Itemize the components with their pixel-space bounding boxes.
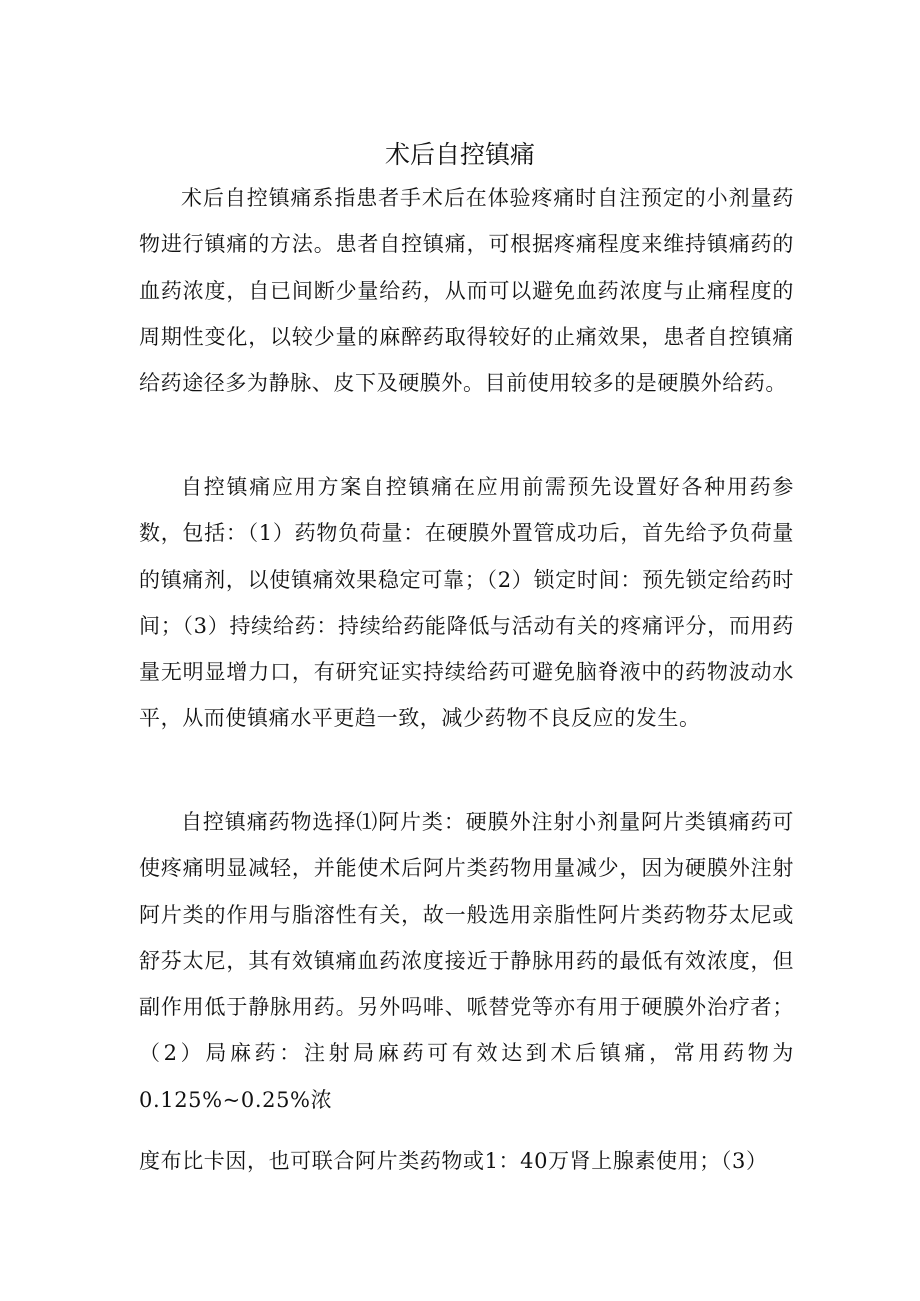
paragraph-drug-selection: 自控镇痛药物选择⑴阿片类：硬膜外注射小剂量阿片类镇痛药可使疼痛明显减轻，并能使术后阿片类药物用量减少，因为硬膜外注射阿片类的作用与脂溶性有关，故一般选用亲脂性阿片类药物芬太尼或舒芬太尼，其有效镇痛血药浓度接近于静脉用药的最低有效浓度，但副作用低于静脉用药。另外吗啡、哌替党等亦有用于硬膜外治疗者；（2）局麻药：注射局麻药可有效达到术后镇痛，常用药物为0.125%~0.25%浓 <box>139 810 794 1112</box>
paragraph-continuation: 度布比卡因，也可联合阿片类药物或1：40万肾上腺素使用；（3） <box>139 1149 768 1173</box>
paragraph-intro: 术后自控镇痛系指患者手术后在体验疼痛时自注预定的小剂量药物进行镇痛的方法。患者自控镇痛，可根据疼痛程度来维持镇痛药的血药浓度，自已间断少量给药，从而可以避免血药浓度与止痛程度的周期性变化，以较少量的麻醉药取得较好的止痛效果，患者自控镇痛给药途径多为静脉、皮下及硬膜外。目前使用较多的是硬膜外给药。 <box>139 186 794 396</box>
paragraph-application-scheme: 自控镇痛应用方案自控镇痛在应用前需预先设置好各种用药参数，包括：（1）药物负荷量：在硬膜外置管成功后，首先给予负荷量的镇痛剂，以使镇痛效果稳定可靠；（2）锁定时间：预先锁定给药时间；（3）持续给药：持续给药能降低与活动有关的疼痛评分，而用药量无明显增力口，有研究证实持续给药可避免脑脊液中的药物波动水平，从而使镇痛水平更趋一致，减少药物不良反应的发生。 <box>139 475 794 731</box>
document-title: 术后自控镇痛 <box>384 139 535 169</box>
